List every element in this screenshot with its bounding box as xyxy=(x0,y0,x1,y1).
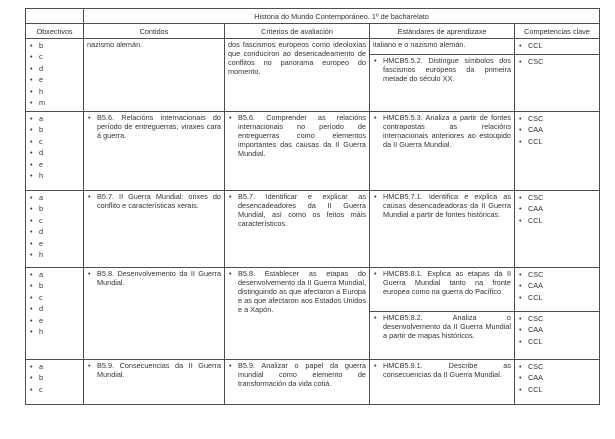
table-row xyxy=(26,268,600,312)
header-blank-cell xyxy=(26,9,84,24)
competences-cell xyxy=(515,112,600,191)
standard-text: • HMCB5.5.2. Distingue símbolos dos fascismos europeos da primeira metade do século XX. xyxy=(373,56,511,83)
objectives-list xyxy=(29,113,80,181)
objective-item: • a xyxy=(29,269,80,280)
standard-text: • HMCB5.5.3. Analiza a partir de fontes contrapostas as relacións internacionais anteriores ao estoupido da II Guerra Mundial. xyxy=(373,113,511,149)
objectives-cell xyxy=(26,360,84,405)
standard-text: • HMCB5.8.2. Analiza o desenvolvemento da II Guerra Mundial a partir de mapas históricos. xyxy=(373,313,511,340)
header-competences: Competencias clave xyxy=(515,24,600,39)
criterion-text: • B5.9. Analizar o papel da guerra mundial como elemento de transformación da vida cotiá. xyxy=(228,361,366,388)
competences-list xyxy=(518,56,596,67)
objective-item: • c xyxy=(29,51,80,62)
competences-list xyxy=(518,269,596,303)
objective-item: • h xyxy=(29,86,80,97)
objectives-list xyxy=(29,192,80,260)
competence-item: • CAA xyxy=(518,124,596,135)
objective-item: • d xyxy=(29,63,80,74)
standard-cell xyxy=(370,268,515,312)
content-text: • B5.7. II Guerra Mundial: orixes do conflito e características xerais. xyxy=(87,192,221,210)
objective-item: • c xyxy=(29,292,80,303)
content-text: • B5.9. Consecuencias da II Guerra Mundial. xyxy=(87,361,221,379)
objective-item: • a xyxy=(29,113,80,124)
competence-item: • CSC xyxy=(518,361,596,372)
standard-cell xyxy=(370,360,515,405)
competence-item: • CSC xyxy=(518,269,596,280)
standard-cell xyxy=(370,55,515,112)
competences-list xyxy=(518,313,596,347)
table-title: Historia do Mundo Contemporáneo. 1º de bacharelato xyxy=(84,9,600,24)
objectives-cell xyxy=(26,39,84,112)
header-contents: Contidos xyxy=(84,24,225,39)
objective-item: • h xyxy=(29,326,80,337)
criterion-cell xyxy=(225,360,370,405)
table-body xyxy=(26,39,600,405)
standard-cell xyxy=(370,191,515,268)
competence-item: • CSC xyxy=(518,192,596,203)
objective-item: • c xyxy=(29,384,80,395)
objective-item: • b xyxy=(29,40,80,51)
objective-item: • b xyxy=(29,203,80,214)
objective-item: • c xyxy=(29,136,80,147)
competence-item: • CCL xyxy=(518,215,596,226)
content-text: nazismo alemán. xyxy=(87,40,143,49)
competences-cell xyxy=(515,360,600,405)
competences-cell xyxy=(515,55,600,112)
objective-item: • b xyxy=(29,372,80,383)
table-row xyxy=(26,360,600,405)
content-text: • B5.8. Desenvolvemento da II Guerra Mundial. xyxy=(87,269,221,287)
objective-item: • a xyxy=(29,192,80,203)
standard-text: • HMCB5.8.1. Explica as etapas da II Guerra Mundial tanto na fronte europea como na guerra do Pacífico. xyxy=(373,269,511,296)
content-cell xyxy=(84,360,225,405)
competence-item: • CAA xyxy=(518,280,596,291)
objective-item: • e xyxy=(29,238,80,249)
competences-list xyxy=(518,113,596,147)
objective-item: • a xyxy=(29,361,80,372)
competence-item: • CAA xyxy=(518,203,596,214)
competences-cell xyxy=(515,311,600,359)
criterion-cell xyxy=(225,112,370,191)
header-criteria: Criterios de avaliación xyxy=(225,24,370,39)
competence-item: • CSC xyxy=(518,313,596,324)
curriculum-table xyxy=(25,8,600,405)
objectives-list xyxy=(29,361,80,395)
table-row xyxy=(26,112,600,191)
objective-item: • d xyxy=(29,303,80,314)
objective-item: • e xyxy=(29,159,80,170)
objective-item: • e xyxy=(29,315,80,326)
objective-item: • d xyxy=(29,147,80,158)
objective-item: • h xyxy=(29,170,80,181)
criterion-text: dos fascismos europeos como ideoloxías que conduciron ao desencadeamento de conflitos no panorama europeo do momento. xyxy=(228,40,366,76)
objective-item: • b xyxy=(29,124,80,135)
criterion-text: • B5.7. Identificar e explicar as desencadeadores da II Guerra Mundial, así como os feitos máis característicos. xyxy=(228,192,366,228)
competence-item: • CCL xyxy=(518,336,596,347)
competence-item: • CAA xyxy=(518,324,596,335)
content-cell xyxy=(84,191,225,268)
objectives-cell xyxy=(26,268,84,360)
criterion-cell xyxy=(225,191,370,268)
objectives-list xyxy=(29,40,80,108)
header-objectives: Obxectivos xyxy=(26,24,84,39)
competences-cell xyxy=(515,268,600,312)
content-cell xyxy=(84,112,225,191)
standard-cell xyxy=(370,112,515,191)
objective-item: • b xyxy=(29,280,80,291)
objectives-cell xyxy=(26,191,84,268)
content-cell xyxy=(84,39,225,112)
standard-text: italiano e o nazismo alemán. xyxy=(373,40,466,49)
objective-item: • c xyxy=(29,215,80,226)
standard-cell xyxy=(370,311,515,359)
objectives-cell xyxy=(26,112,84,191)
criterion-text: • B5.6. Comprender as relacións internacionais no período de entreguerras como elementos importantes das causas da II Guerra Mundial. xyxy=(228,113,366,158)
competence-item: • CCL xyxy=(518,136,596,147)
competence-item: • CSC xyxy=(518,113,596,124)
competence-item: • CSC xyxy=(518,56,596,67)
table-row xyxy=(26,39,600,55)
objective-item: • m xyxy=(29,97,80,108)
competences-list xyxy=(518,361,596,395)
competence-item: • CCL xyxy=(518,292,596,303)
header-standards: Estándares de aprendizaxe xyxy=(370,24,515,39)
competence-item: • CCL xyxy=(518,384,596,395)
criterion-cell xyxy=(225,268,370,360)
competence-item: • CAA xyxy=(518,372,596,383)
document-page xyxy=(25,8,599,405)
criterion-cell xyxy=(225,39,370,112)
competences-cell xyxy=(515,39,600,55)
competences-list xyxy=(518,192,596,226)
objectives-list xyxy=(29,269,80,337)
standard-cell xyxy=(370,39,515,55)
objective-item: • e xyxy=(29,74,80,85)
objective-item: • d xyxy=(29,226,80,237)
standard-text: • HMCB5.7.1. Identifica e explica as causas desencadeadoras da II Guerra Mundial a partir de fontes históricas. xyxy=(373,192,511,219)
content-cell xyxy=(84,268,225,360)
criterion-text: • B5.8. Establecer as etapas do desenvolvemento da II Guerra Mundial, distinguindo as que afectaron a Europa e as que afectaron aos Estados Unidos e a Xapón. xyxy=(228,269,366,314)
competences-list xyxy=(518,40,596,51)
competences-cell xyxy=(515,191,600,268)
competence-item: • CCL xyxy=(518,40,596,51)
table-row xyxy=(26,191,600,268)
objective-item: • h xyxy=(29,249,80,260)
content-text: • B5.6. Relacións internacionais do período de entreguerras; viraxes cara á guerra. xyxy=(87,113,221,140)
standard-text: • HMCB5.9.1. Describe as consecuencias da II Guerra Mundial. xyxy=(373,361,511,379)
